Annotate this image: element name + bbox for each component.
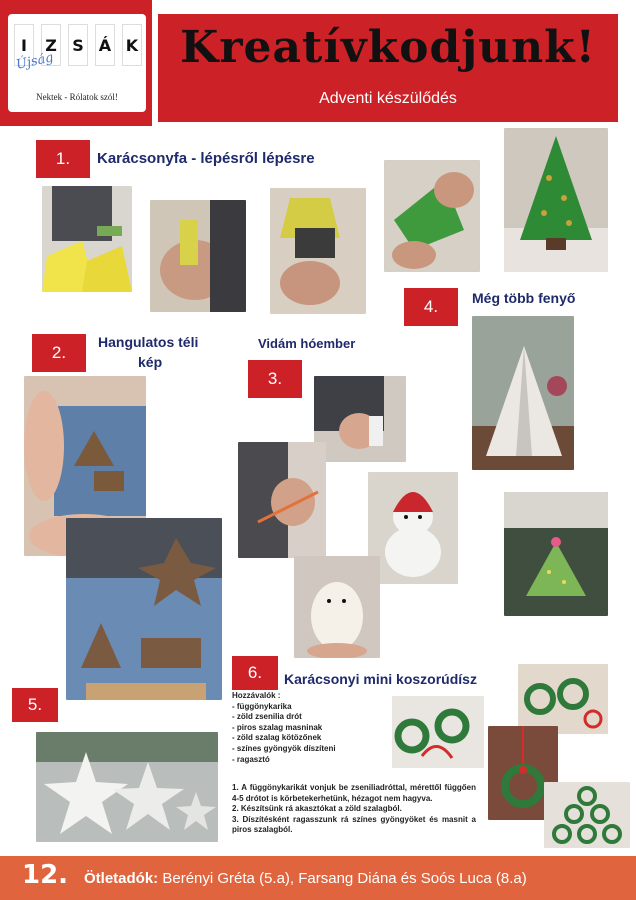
- photo-paper-stars: [36, 732, 218, 842]
- section-title-3: Vidám hóember: [258, 336, 356, 351]
- ingredient-item: - ragasztó: [232, 754, 270, 764]
- photo-tree-step-4: [384, 160, 480, 272]
- section-number-4: 4.: [404, 288, 458, 326]
- photo-snowman-step-3: [368, 472, 458, 584]
- logo-letter: K: [122, 24, 142, 66]
- photo-felt-tree: [504, 492, 608, 616]
- photo-wreath-rings: [518, 664, 608, 734]
- ingredients-title: Hozzávalók :: [232, 691, 281, 700]
- section-title-2-line1: Hangulatos téli: [98, 334, 199, 350]
- logo-letter: Z: [41, 24, 61, 66]
- section-title-1: Karácsonyfa - lépésről lépésre: [97, 150, 315, 167]
- ingredient-item: - zöld szalag kötözőnek: [232, 733, 322, 743]
- photo-snowman-step-2: [238, 442, 326, 558]
- ingredient-item: - zöld zsenilia drót: [232, 712, 302, 722]
- ingredient-item: - függönykarika: [232, 701, 292, 711]
- instruction-step: 2. Készítsünk rá akasztókat a zöld szalagból.: [232, 804, 402, 814]
- photo-winter-painting: [66, 518, 222, 700]
- photo-snowman-step-1: [314, 376, 406, 462]
- photo-snowman-finished: [294, 556, 380, 658]
- page-number: 12.: [22, 860, 69, 890]
- credits-label: Ötletadók:: [84, 870, 159, 887]
- credits: [84, 870, 527, 887]
- instruction-step: 1. A függönykarikát vonjuk be zseniliadróttal, mérettől függően 4-5 drótot is körbetekerhetünk, hézagot nem hagyva.: [232, 783, 476, 803]
- section-number-3: 3.: [248, 360, 302, 398]
- section-title-6: Karácsonyi mini koszorúdísz: [284, 671, 477, 687]
- photo-tree-step-1: [42, 186, 132, 292]
- photo-wreath-materials: [392, 696, 484, 768]
- section-title-4: Még több fenyő: [472, 290, 576, 306]
- page-subtitle: Adventi készülődés: [319, 90, 457, 107]
- photo-tree-step-2: [150, 200, 246, 312]
- section-number-6: 6.: [232, 656, 278, 690]
- section-number-2: 2.: [32, 334, 86, 372]
- logo-letter: I: [14, 24, 34, 66]
- ingredient-item: - színes gyöngyök díszíteni: [232, 743, 336, 753]
- photo-tree-step-3: [270, 188, 366, 314]
- logo-script: Újság: [14, 50, 55, 73]
- section-title-2-line2: kép: [138, 354, 163, 370]
- section-number-1: 1.: [36, 140, 90, 178]
- photo-paper-tree: [472, 316, 574, 470]
- photo-wreath-tree: [544, 782, 630, 848]
- credits-names: Berényi Gréta (5.a), Farsang Diána és Soós Luca (8.a): [158, 870, 527, 887]
- logo-letter: Á: [95, 24, 115, 66]
- logo-tagline: Nektek - Rólatok szól!: [36, 92, 118, 102]
- section-number-5: 5.: [12, 688, 58, 722]
- ingredient-item: - piros szalag masninak: [232, 722, 323, 732]
- instructions: [232, 783, 476, 836]
- page-title: Kreatívkodjunk!: [180, 22, 596, 73]
- instruction-step: 3. Díszítésként ragasszunk rá színes gyöngyöket és masnit a piros szalagból.: [232, 814, 476, 835]
- logo-letter: S: [68, 24, 88, 66]
- photo-finished-tree: [504, 128, 608, 272]
